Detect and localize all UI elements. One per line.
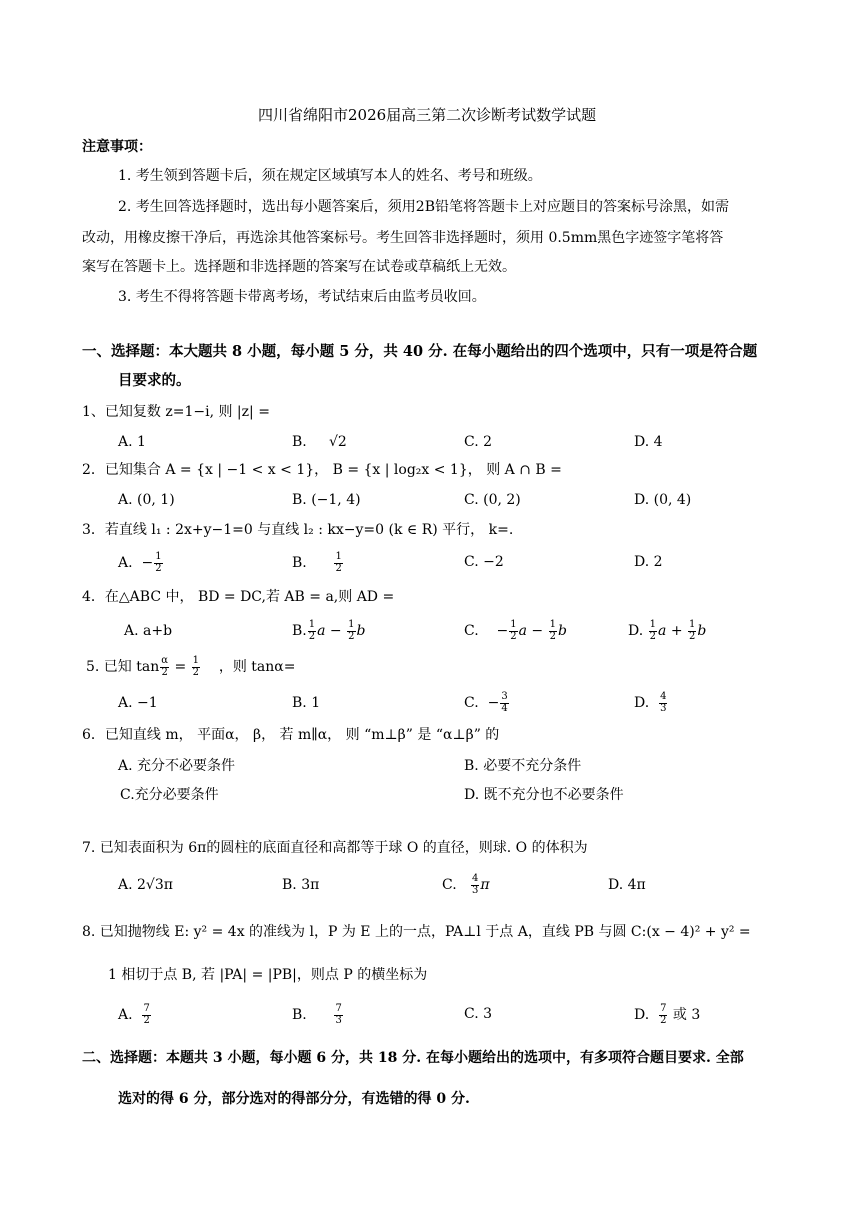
q5-option-b: B. 1	[292, 695, 321, 711]
q8-option-c: C. 3	[464, 1006, 493, 1022]
q6-option-b: B. 必要不充分条件	[464, 758, 582, 774]
q7-option-a: A. 2√3π	[118, 877, 173, 893]
q5-stem: 5. 已知 tan $\frac{\alpha}{2}$ = $\frac{1}{2}$ ，则 tanα=	[86, 655, 296, 678]
q7-option-c: C. $\frac{4}{3}$ π	[442, 873, 490, 896]
q3-stem: 3．若直线 l₁ : 2x+y−1=0 与直线 l₂ : kx−y=0 (k ∈ R) 平行， k=.	[82, 522, 514, 538]
q8-option-b: B. $\frac{7}{3}$	[292, 1003, 342, 1026]
notice-item-1: 1. 考生领到答题卡后，须在规定区域填写本人的姓名、考号和班级。	[118, 168, 542, 184]
q4-option-a: A. a+b	[124, 623, 173, 639]
q7-stem: 7. 已知表面积为 6π的圆柱的底面直径和高都等于球 O 的直径，则球. O 的体积为	[82, 840, 588, 856]
notice-heading: 注意事项：	[82, 139, 152, 155]
section2-heading: 二、选择题：本题共 3 小题，每小题 6 分，共 18 分. 在每小题给出的选项中，有多项符合题目要求. 全部	[82, 1050, 744, 1066]
q1-option-c: C. 2	[464, 434, 493, 450]
q1-option-d: D. 4	[634, 434, 663, 450]
q1-option-a: A. 1	[118, 434, 146, 450]
q3-option-c: C. −2	[464, 554, 504, 570]
q3-option-b-fraction: $\frac{1}{2}$	[335, 551, 342, 574]
notice-item-3: 3. 考生不得将答题卡带离考场，考试结束后由监考员收回。	[118, 289, 486, 305]
q3-option-a-fraction: $\frac{1}{2}$	[155, 551, 162, 574]
q6-stem: 6．已知直线 m， 平面α， β， 若 m∥α， 则 “m⊥β” 是 “α⊥β” 的	[82, 727, 500, 743]
q4-option-d: D. $\frac{1}{2}$ a + $\frac{1}{2}$ b	[628, 619, 707, 642]
notice-item-2-cont1: 改动，用橡皮擦干净后，再选涂其他答案标号。考生回答非选择题时，须用 0.5mm黑色字迹签字笔将答	[82, 230, 724, 246]
q3-option-d: D. 2	[634, 554, 663, 570]
document-title: 四川省绵阳市2026届高三第二次诊断考试数学试题	[258, 106, 597, 124]
q2-option-b: B. (−1, 4)	[292, 492, 361, 508]
q4-option-b: B. $\frac{1}{2}$ a − $\frac{1}{2}$ b	[292, 619, 366, 642]
q6-option-c: C.充分必要条件	[120, 787, 219, 803]
q2-option-d: D. (0, 4)	[634, 492, 692, 508]
q4-option-c: C. − $\frac{1}{2}$ a − $\frac{1}{2}$ b	[464, 619, 567, 642]
q6-option-d: D. 既不充分也不必要条件	[464, 787, 624, 803]
q7-option-b: B. 3π	[282, 877, 320, 893]
q2-option-c: C. (0, 2)	[464, 492, 521, 508]
section1-heading-cont: 目要求的。	[118, 372, 191, 389]
q2-option-a: A. (0, 1)	[118, 492, 175, 508]
q1-option-b-math: √2	[329, 434, 347, 450]
q1-option-b: B. √2	[292, 434, 347, 450]
q8-stem-cont: 1 相切于点 B, 若 |PA| = |PB|，则点 P 的横坐标为	[108, 967, 428, 983]
q8-option-d: D. $\frac{7}{2}$ 或 3	[634, 1003, 701, 1026]
q4-stem: 4．在△ABC 中， BD = DC,若 AB = a,则 AD =	[82, 589, 395, 605]
q8-option-a: A. $\frac{7}{2}$	[118, 1003, 150, 1026]
q8-stem: 8. 已知抛物线 E: y² = 4x 的准线为 l，P 为 E 上的一点，PA⊥l 于点 A，直线 PB 与圆 C:(x − 4)² + y² =	[82, 924, 751, 940]
q5-option-c: C. − $\frac{3}{4}$	[464, 691, 508, 714]
q5-option-d: D. $\frac{4}{3}$	[634, 691, 667, 714]
q6-option-a: A. 充分不必要条件	[118, 758, 236, 774]
section1-heading: 一、选择题：本大题共 8 小题，每小题 5 分，共 40 分. 在每小题给出的四个选项中，只有一项是符合题	[82, 343, 758, 360]
q2-stem: 2．已知集合 A = {x | −1 < x < 1}， B = {x | log₂x < 1}， 则 A ∩ B =	[82, 462, 562, 478]
section2-heading-cont: 选对的得 6 分，部分选对的得部分分，有选错的得 0 分.	[118, 1091, 470, 1107]
notice-item-2: 2. 考生回答选择题时，选出每小题答案后，须用2B铅笔将答题卡上对应题目的答案标号涂黑，如需	[118, 199, 730, 215]
q3-option-b: B. $\frac{1}{2}$	[292, 551, 342, 574]
q3-option-a: A. − $\frac{1}{2}$	[118, 551, 162, 574]
q5-option-a: A. −1	[118, 695, 158, 711]
q1-stem: 1、已知复数 z=1−i, 则 |z| =	[82, 404, 270, 420]
q7-option-d: D. 4π	[608, 877, 646, 893]
notice-item-2-cont2: 案写在答题卡上。选择题和非选择题的答案写在试卷或草稿纸上无效。	[82, 259, 516, 275]
